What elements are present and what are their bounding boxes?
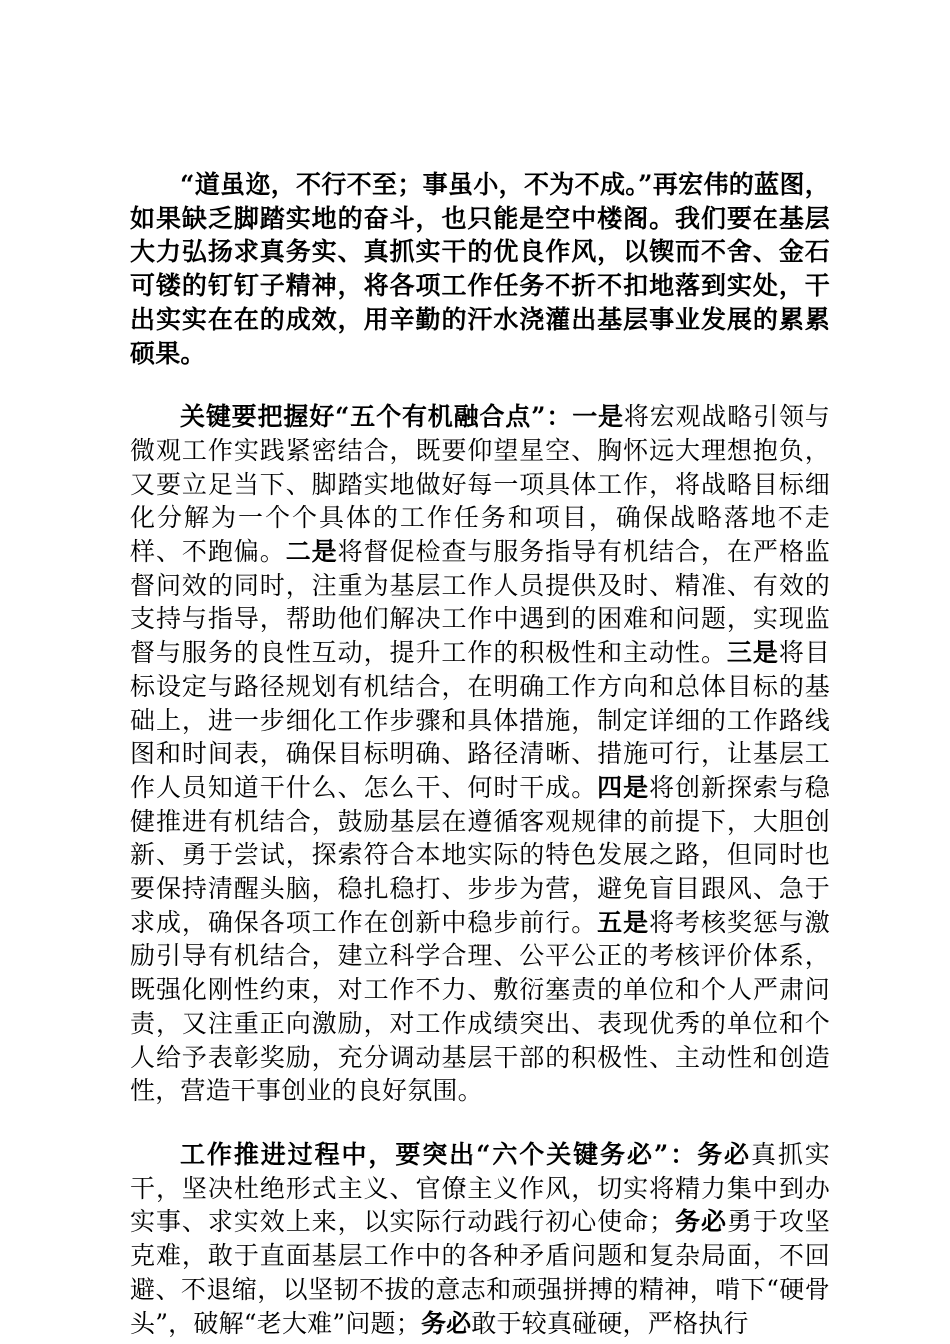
point-1-keyword: 一是 [572, 402, 624, 432]
point-3-keyword: 三是 [726, 638, 779, 668]
five-points-lead: 关键要把握好“五个有机融合点”： [180, 402, 573, 432]
point-4-text: 将创新探索与稳健推进有机结合，鼓励基层在遵循客观规律的前提下，大胆创新、勇于尝试，探索符合本地实际的特色发展之路，但同时也要保持清醒头脑，稳扎稳打、步步为营，避免盲目跟风、急于求成，确保各项工作在创新中稳步前行。 [130, 772, 830, 937]
must-2-text: 勇于攻坚克难，敢于直面基层工作中的各种矛盾问题和复杂局面，不回避、不退缩，以坚韧不拔的意志和顽强拼搏的精神，啃下“硬骨头”，破解“老大难”问题； [130, 1207, 830, 1338]
point-1-text: 将宏观战略引领与微观工作实践紧密结合，既要仰望星空、胸怀远大理想抱负，又要立足当下、脚踏实地做好每一项具体工作，将战略目标细化分解为一个个具体的工作任务和项目，确保战略落地不走样、不跑偏。 [130, 402, 830, 567]
intro-text: “道虽迩，不行不至；事虽小，不为不成。”再宏伟的蓝图，如果缺乏脚踏实地的奋斗，也只能是空中楼阁。我们要在基层大力弘扬求真务实、真抓实干的优良作风，以锲而不舍、金石可镂的钉钉子精神，将各项工作任务不折不扣地落到实处，干出实实在在的成效，用辛勤的汗水浇灌出基层事业发展的累累硕果。 [130, 170, 830, 368]
must-2-keyword: 务必 [674, 1207, 727, 1237]
document-page [130, 168, 830, 1340]
paragraph-five-points [130, 400, 830, 1108]
point-2-text: 将督促检查与服务指导有机结合，在严格监督问效的同时，注重为基层工作人员提供及时、精准、有效的支持与指导，帮助他们解决工作中遇到的困难和问题，实现监督与服务的良性互动，提升工作的积极性和主动性。 [130, 537, 830, 668]
must-1-text: 真抓实干，坚决杜绝形式主义、官僚主义作风，切实将精力集中到办实事、求实效上来，以实际行动践行初心使命； [130, 1139, 831, 1237]
point-3-text: 将目标设定与路径规划有机结合，在明确工作方向和总体目标的基础上，进一步细化工作步骤和具体措施，制定详细的工作路线图和时间表，确保目标明确、路径清晰、措施可行，让基层工作人员知道干什么、怎么干、何时干成。 [130, 638, 830, 802]
point-5-keyword: 五是 [597, 907, 650, 937]
must-1-keyword: 务必 [697, 1139, 751, 1169]
six-musts-lead: 工作推进过程中，要突出“六个关键务必”： [180, 1139, 698, 1169]
must-3-keyword: 务必 [420, 1308, 472, 1338]
point-4-keyword: 四是 [597, 772, 650, 802]
must-3-text: 敢于较真碰硬，严格执行 [471, 1308, 749, 1338]
paragraph-six-musts [130, 1138, 830, 1340]
point-5-text: 将考核奖惩与激励引导有机结合，建立科学合理、公平公正的考核评价体系，既强化刚性约束，对工作不力、敷衍塞责的单位和个人严肃问责，又注重正向激励，对工作成绩突出、表现优秀的单位和个人给予表彰奖励，充分调动基层干部的积极性、主动性和创造性，营造干事创业的良好氛围。 [130, 907, 830, 1106]
point-2-keyword: 二是 [285, 537, 338, 567]
paragraph-intro [130, 168, 830, 370]
